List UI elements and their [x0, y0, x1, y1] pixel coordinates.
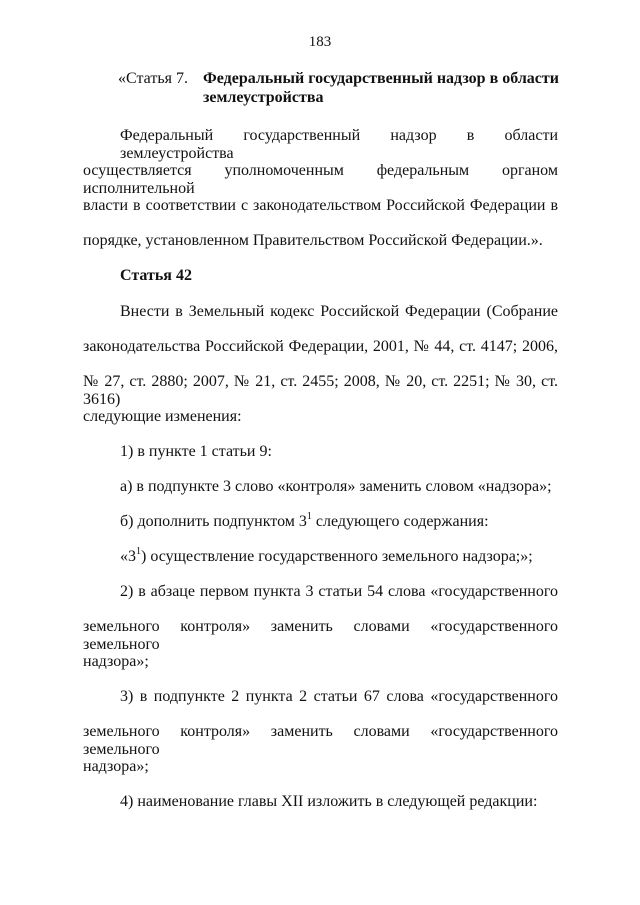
- article-7-body-line: порядке, установленном Правительством Российской Федерации.».: [83, 232, 543, 249]
- item-2-line: надзора»;: [83, 653, 149, 670]
- item-1b-text: следующего содержания:: [311, 513, 489, 530]
- item-3-line: надзора»;: [83, 758, 149, 775]
- article-42-intro-line: следующие изменения:: [83, 408, 242, 425]
- article-7-title-line2: землеустройства: [203, 89, 324, 106]
- item-1b-quote: [120, 548, 558, 566]
- article-7-title-line1: Федеральный государственный надзор в области: [203, 70, 559, 87]
- article-42-intro-line: Внести в Земельный кодекс Российской Федерации (Собрание: [120, 303, 558, 320]
- article-42-heading: Статья 42: [120, 267, 192, 284]
- superscript: 1: [136, 546, 141, 557]
- item-1b-quote-text: «3: [120, 548, 136, 565]
- article-42-intro-line: № 27, ст. 2880; 2007, № 21, ст. 2455; 2008, № 20, ст. 2251; № 30, ст. 3616): [83, 373, 558, 408]
- article-7-body-line: осуществляется уполномоченным федеральным органом исполнительной: [83, 162, 558, 197]
- item-1b-quote-text: ) осуществление государственного земельного надзора;»;: [141, 548, 533, 565]
- item-1b-text: б) дополнить подпунктом 3: [120, 513, 307, 530]
- article-7-body-line: власти в соответствии с законодательством Российской Федерации в: [83, 197, 558, 214]
- article-42-intro-line: законодательства Российской Федерации, 2001, № 44, ст. 4147; 2006,: [83, 338, 558, 355]
- page-number: 183: [308, 34, 332, 50]
- item-3-line: 3) в подпункте 2 пункта 2 статьи 67 слова «государственного: [120, 688, 558, 705]
- article-7-body-line: Федеральный государственный надзор в области землеустройства: [120, 127, 558, 162]
- superscript: 1: [306, 511, 312, 522]
- item-1: 1) в пункте 1 статьи 9:: [120, 443, 272, 460]
- item-1b: [120, 513, 558, 531]
- item-2-line: земельного контроля» заменить словами «государственного земельного: [83, 618, 558, 653]
- item-1a: а) в подпункте 3 слово «контроля» заменить словом «надзора»;: [120, 478, 552, 495]
- item-3-line: земельного контроля» заменить словами «государственного земельного: [83, 723, 558, 758]
- item-2-line: 2) в абзаце первом пункта 3 статьи 54 слова «государственного: [120, 583, 558, 600]
- item-4: 4) наименование главы XII изложить в следующей редакции:: [120, 793, 538, 810]
- article-7-label: «Статья 7.: [118, 70, 188, 87]
